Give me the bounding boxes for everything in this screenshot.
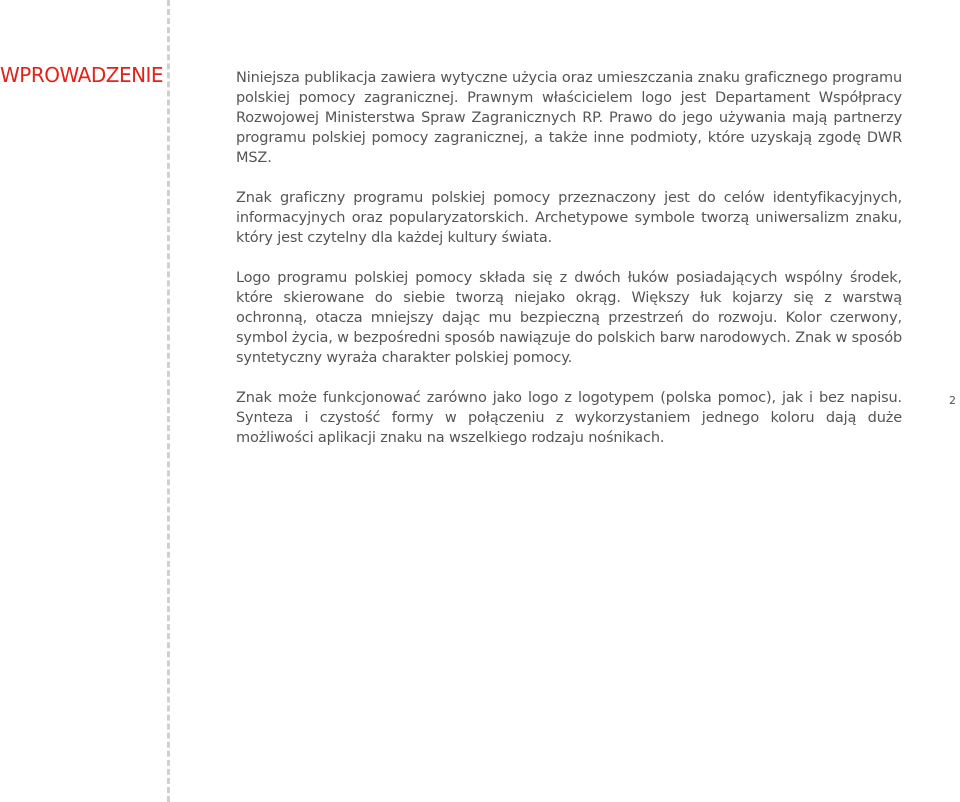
page-number: 2 xyxy=(949,394,956,407)
paragraph-usage: Znak może funkcjonować zarówno jako logo z logotypem (polska pomoc), jak i bez napisu. Synteza i czystość formy w połączeniu z wykorzystaniem jednego koloru dają duże możliwości aplikacji znaku na wszelkiego rodzaju nośnikach. xyxy=(236,390,902,446)
section-title: WPROWADZENIE xyxy=(0,63,164,87)
paragraph-purpose: Znak graficzny programu polskiej pomocy przeznaczony jest do celów identyfikacyjnych, informacyjnych oraz popularyzatorskich. Archetypowe symbole tworzą uniwersalizm znaku, który jest czytelny dla każdej kultury świata. xyxy=(236,190,902,246)
paragraph-logo-description: Logo programu polskiej pomocy składa się z dwóch łuków posiadających wspólny środek, które skierowane do siebie tworzą niejako okrąg. Większy łuk kojarzy się z warstwą ochronną, otacza mniejszy dając mu bezpieczną przestrzeń do rozwoju. Kolor czerwony, symbol życia, w bezpośredni sposób nawiązuje do polskich barw narodowych. Znak w sposób syntetyczny wyraża charakter polskiej pomocy. xyxy=(236,270,903,366)
dashed-divider xyxy=(167,0,170,802)
body-text xyxy=(236,68,902,468)
paragraph-intro: Niniejsza publikacja zawiera wytyczne użycia oraz umieszczania znaku graficznego programu polskiej pomocy zagranicznej. Prawnym właścicielem logo jest Departament Współpracy Rozwojowej Ministerstwa Spraw Zagranicznych RP. Prawo do jego używania mają partnerzy programu polskiej pomocy zagranicznej, a także inne podmioty, które uzyskają zgodę DWR MSZ. xyxy=(236,70,902,166)
